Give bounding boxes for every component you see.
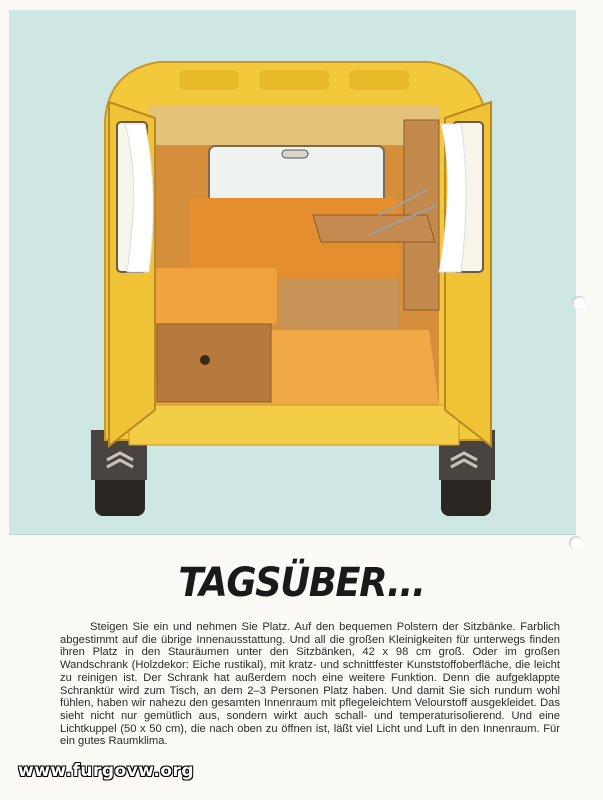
watermark: www.furgovw.org bbox=[18, 761, 195, 781]
rear-view-mirror bbox=[282, 150, 308, 158]
punch-hole-top bbox=[572, 296, 586, 310]
bench-cushion bbox=[155, 268, 277, 324]
van-rear-illustration bbox=[9, 10, 576, 534]
interior-ceiling bbox=[149, 105, 439, 145]
punch-hole-bottom bbox=[569, 536, 583, 550]
body-paragraph-text: Steigen Sie ein und nehmen Sie Platz. Auf den bequemen Polstern der Sitzbänke. Farblich abgestimmt auf die übrige Innenausstattung. Und all die großen Kleinigkeiten für unterwegs finden ihren Platz in den Stauräumen unter den Sitzbänken, 42 x 98 cm groß. Oder im großen Wandschrank (Holzdekor: Eiche rustikal), mit kratz- und schnittfester Kunststoffoberfläche, die leicht zu reinigen ist. Der Schrank hat außerdem noch eine weitere Funktion. Denn die aufgeklappte Schranktür wird zum Tisch, an dem 2–3 Personen Platz haben. Und damit Sie sich rundum wohl fühlen, haben wir nahezu den gesamten Innenraum mit pflegeleichtem Velourstoff ausgekleidet. Das sieht nicht nur gemütlich aus, sondern wirkt auch schall- und temperaturisolierend. Und eine Lichtkuppel (50 x 50 cm), die nach oben zu öffnen ist, läßt viel Licht und Luft in den Innenraum. Für ein gutes Raumklima. bbox=[60, 621, 560, 748]
roof-ribs bbox=[179, 70, 409, 90]
photo-panel bbox=[9, 10, 576, 535]
body-paragraph bbox=[60, 621, 560, 748]
rear-step bbox=[129, 405, 459, 445]
wood-panel bbox=[279, 280, 399, 330]
storage-box bbox=[157, 324, 271, 402]
headline: TAGSÜBER... bbox=[178, 560, 425, 606]
folding-table bbox=[313, 215, 435, 242]
storage-lock bbox=[200, 355, 210, 365]
